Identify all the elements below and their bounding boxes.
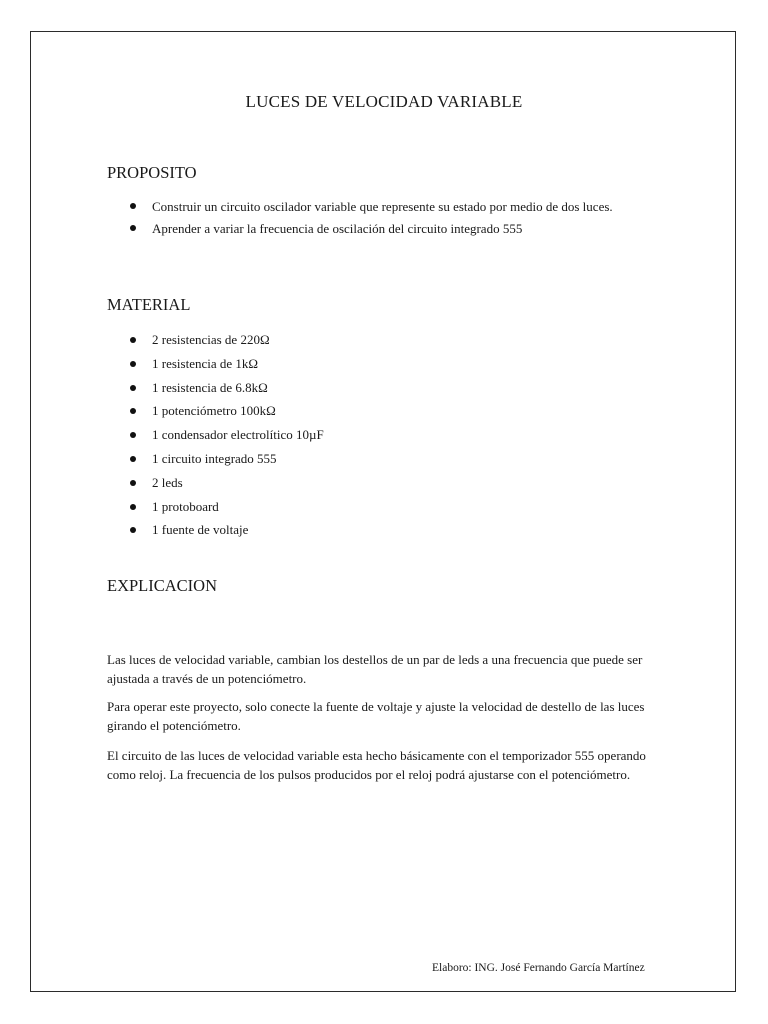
list-item — [130, 378, 650, 402]
list-item — [130, 354, 650, 378]
list-item-text: 2 leds — [152, 474, 183, 490]
bullet-icon — [130, 456, 136, 462]
list-item — [130, 473, 650, 497]
bullet-icon — [130, 408, 136, 414]
proposito-list — [130, 197, 650, 241]
material-list — [130, 330, 650, 544]
heading-explicacion: EXPLICACION — [107, 576, 217, 595]
paragraph: Para operar este proyecto, solo conecte la fuente de voltaje y ajuste la velocidad de destello de las luces girando el potenciómetro. — [107, 699, 645, 733]
document-title: LUCES DE VELOCIDAD VARIABLE — [245, 92, 523, 111]
bullet-icon — [130, 337, 136, 343]
list-item — [130, 197, 650, 216]
heading-material: MATERIAL — [107, 295, 191, 314]
bullet-icon — [130, 480, 136, 486]
list-item — [130, 219, 650, 238]
list-item-text: 2 resistencias de 220Ω — [152, 332, 270, 347]
list-item-text: 1 fuente de voltaje — [152, 522, 249, 538]
list-item-text: 1 condensador electrolítico 10µF — [152, 427, 324, 443]
paragraph: El circuito de las luces de velocidad variable esta hecho básicamente con el temporizador 555 operando como reloj. La frecuencia de los pulsos producidos por el reloj podrá ajustarse con el potenciómetro. — [107, 748, 646, 782]
paragraph: Las luces de velocidad variable, cambian los destellos de un par de leds a una frecuencia que puede ser ajustada a través de un potenciómetro. — [107, 652, 643, 686]
list-item — [130, 425, 650, 449]
list-item — [130, 330, 650, 354]
bullet-icon — [130, 527, 136, 533]
list-item-text: 1 resistencia de 1kΩ — [152, 355, 259, 371]
list-item-text: 1 protoboard — [152, 498, 219, 514]
list-item — [130, 497, 650, 521]
list-item-text: 1 potenciómetro 100kΩ — [152, 403, 276, 419]
bullet-icon — [130, 361, 136, 367]
list-item-text: Aprender a variar la frecuencia de oscilación del circuito integrado 555 — [152, 221, 523, 236]
list-item — [130, 401, 650, 425]
list-item — [130, 449, 650, 473]
bullet-icon — [130, 432, 136, 438]
list-item — [130, 520, 650, 544]
list-item-text: 1 resistencia de 6.8kΩ — [152, 379, 268, 395]
list-item-text: Construir un circuito oscilador variable que represente su estado por medio de dos luces. — [152, 199, 613, 214]
list-item-text: 1 circuito integrado 555 — [152, 450, 277, 466]
bullet-icon — [130, 225, 136, 231]
heading-proposito: PROPOSITO — [107, 163, 197, 182]
bullet-icon — [130, 504, 136, 510]
author-footer: Elaboro: ING. José Fernando García Martínez — [432, 962, 645, 974]
bullet-icon — [130, 385, 136, 391]
bullet-icon — [130, 203, 136, 209]
